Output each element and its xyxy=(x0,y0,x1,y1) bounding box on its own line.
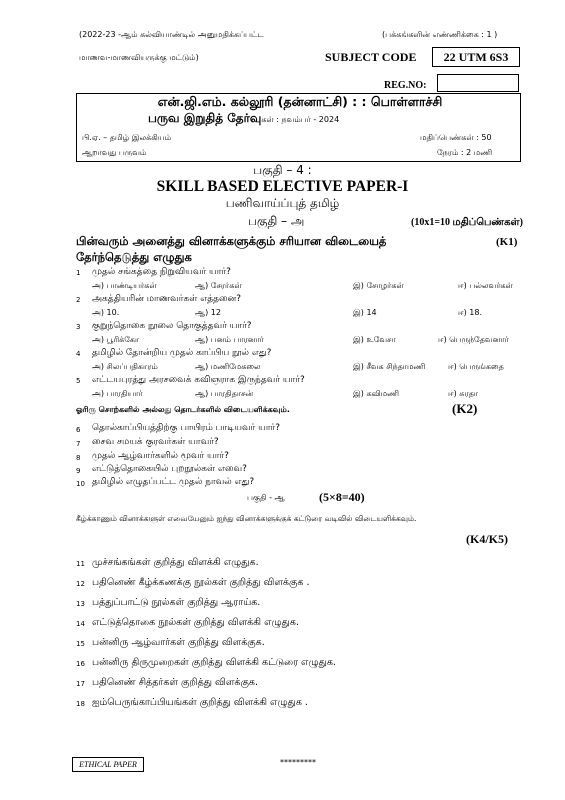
essay-question: பன்னிரு திருமுறைகள் குறித்து விளக்கி கட்டுரை எழுதுக. xyxy=(92,657,336,668)
question-number: 13 xyxy=(76,600,85,608)
mcq-option: ஆ) 12 xyxy=(195,308,221,317)
question-number: 14 xyxy=(76,620,85,628)
mcq-number: 4 xyxy=(76,350,81,358)
exam-time: நேரம் : 2 மணி xyxy=(437,148,493,157)
subject-code: 22 UTM 6S3 xyxy=(443,50,509,64)
mcq-option: அ) பாரதியார் xyxy=(92,389,143,398)
mcq-option: இ) சீவக சிந்தாமணி xyxy=(353,362,426,371)
mcq-option: ஆ) பாரதிதாசன் xyxy=(195,389,254,398)
question-number: 17 xyxy=(76,680,85,688)
mcq-question: தமிழில் தோன்றிய முதல் காப்பிய நூல் எது? xyxy=(92,348,272,358)
essay-question: பதினெண் கீழ்க்கணக்கு நூல்கள் குறித்து விளக்குக . xyxy=(92,577,310,588)
exam-title xyxy=(148,111,339,127)
regno-label: REG.NO: xyxy=(384,80,427,91)
mcq-number: 3 xyxy=(76,323,81,331)
question-number: 10 xyxy=(76,480,85,488)
mcq-question: எட்டயபுரத்து அரசவைக் கவிஞராக இருந்தவர் யார்? xyxy=(92,375,305,385)
short-answer-level: (K2) xyxy=(452,401,478,416)
mcq-option: ஈ) சுரதா xyxy=(448,389,479,398)
question-number: 16 xyxy=(76,660,85,668)
batch-note: (2022-23 -ஆம் கல்வியாண்டில் அனுமதிக்கப்பட்ட xyxy=(79,30,264,39)
essay-question: எட்டுத்தொகை நூல்கள் குறித்து விளக்கி எழுதுக. xyxy=(92,617,299,628)
mcq-question: குறுந்தொகை நூலை தொகுத்தவர் யார்? xyxy=(92,321,252,331)
regno-box xyxy=(437,74,519,92)
exam-suffix: கள் : நவம்பர் - 2024 xyxy=(261,115,340,124)
paper-subtitle: பணிவாய்ப்புத் தமிழ் xyxy=(225,196,340,210)
paper-title: SKILL BASED ELECTIVE PAPER-I xyxy=(156,178,409,195)
part-a-label: பகுதி – அ xyxy=(248,214,305,228)
short-answer-instruction: ஓரிரு சொற்களில் அல்லது தொடர்களில் விடையளிக்கவும். xyxy=(76,405,290,414)
essay-question: முச்சங்கங்கள் குறித்து விளக்கி எழுதுக. xyxy=(92,557,259,568)
essay-question: பதினெண் சித்தர்கள் குறித்து விளக்குக. xyxy=(92,677,258,688)
ethical-paper-label: ETHICAL PAPER xyxy=(79,760,137,769)
mcq-option: ஈ) பல்லவர்கள் xyxy=(458,281,513,290)
essay-question: ஐம்பெருங்காப்பியங்கள் குறித்து விளக்கி எழுதுக . xyxy=(92,697,308,708)
mcq-option: இ) 14 xyxy=(353,308,377,317)
short-question: எட்டுத்தொகையில் புறநூல்கள் எவை? xyxy=(92,464,247,474)
exam-main: பருவ இறுதித் தேர்வு xyxy=(148,111,262,125)
question-number: 15 xyxy=(76,640,85,648)
mcq-option: ஆ) பனம் பாரனார் xyxy=(195,335,264,344)
part-a-instruction-2: தேர்ந்தெடுத்து எழுதுக xyxy=(76,250,192,264)
semester: ஆறாவது பருவம் xyxy=(82,148,147,157)
mcq-number: 2 xyxy=(76,296,81,304)
mcq-option: அ) 10. xyxy=(92,308,120,317)
short-question: முதல் ஆழ்வார்களில் மூவர் யார்? xyxy=(92,451,229,461)
pages-note: (பக்கங்களின் எண்ணிக்கை : 1 ) xyxy=(382,30,498,39)
mcq-option: இ) கவிமணி xyxy=(353,389,399,398)
mcq-option: இ) உவேசா xyxy=(353,335,396,344)
mcq-number: 1 xyxy=(76,269,81,277)
question-number: 7 xyxy=(76,440,81,448)
mcq-option: ஈ) 18. xyxy=(458,308,483,317)
mcq-option: அ) பூரிக்கோ xyxy=(92,335,140,344)
short-question: சைவ சமயக் குரவர்கள் யாவர்? xyxy=(92,437,219,447)
mcq-option: ஈ) பெருங்கதை xyxy=(448,362,504,371)
question-number: 8 xyxy=(76,454,81,462)
mcq-option: அ) பாண்டியர்கள் xyxy=(92,281,157,290)
mcq-option: ஆ) மணிமேகலை xyxy=(195,362,261,371)
max-marks: மதிப்பெண்கள் : 50 xyxy=(420,133,492,142)
essay-question: பன்னிரு ஆழ்வார்கள் குறித்து விளக்குக. xyxy=(92,637,265,648)
part-b-marks: (5×8=40) xyxy=(319,490,365,504)
course: பி.ஏ. – தமிழ் இலக்கியம் xyxy=(82,133,172,142)
question-number: 12 xyxy=(76,580,85,588)
part-a-marks: (10x1=10 மதிப்பெண்கள்) xyxy=(411,217,523,228)
question-number: 6 xyxy=(76,426,81,434)
end-marker: ********* xyxy=(280,758,316,767)
students-note: மாணவ-மாணவியருக்கு மட்டும்) xyxy=(79,53,199,62)
part-a-level: (K1) xyxy=(496,236,518,248)
mcq-option: அ) சிலப்பதிகாரம் xyxy=(92,362,158,371)
subject-code-label: SUBJECT CODE xyxy=(325,50,417,64)
mcq-number: 5 xyxy=(76,377,81,385)
subject-code-box xyxy=(432,47,520,67)
short-question: தமிழில் எழுதப்பட்ட முதல் நாவல் எது? xyxy=(92,477,255,487)
college-name: என்.ஜி.எம். கல்லூரி (தன்னாட்சி) : : பொள்ளாச்சி xyxy=(157,94,443,109)
mcq-option: இ) சோழர்கள் xyxy=(353,281,404,290)
part-b-label: பகுதி - ஆ xyxy=(247,493,285,502)
mcq-option: ஆ) சேரர்கள் xyxy=(195,281,242,290)
mcq-option: ஈ) பெருந்தேவனார் xyxy=(438,335,509,344)
ethical-paper-box xyxy=(72,757,144,772)
question-number: 9 xyxy=(76,467,81,475)
part-b-instruction: கீழ்க்காணும் வினாக்களுள் எவையேனும் ஐந்து வினாக்களுக்குக் கட்டுரை வடிவில் விடையளிக்கவும். xyxy=(76,514,417,523)
short-question: தொல்காப்பியத்திற்கு பாயிரம் பாடியவர் யார்? xyxy=(92,423,281,433)
essay-question: பத்துப்பாட்டு நூல்கள் குறித்து ஆராய்க. xyxy=(92,597,261,608)
question-number: 18 xyxy=(76,700,85,708)
mcq-question: அகத்தியரின் மாணவர்கள் எத்தனை? xyxy=(92,294,241,304)
part-b-level: (K4/K5) xyxy=(466,532,508,546)
section-part4: பகுதி – 4 : xyxy=(253,163,312,177)
part-a-instruction-1: பின்வரும் அனைத்து வினாக்களுக்கும் சரியான விடையைத் xyxy=(76,234,387,248)
mcq-question: முதல் சங்கத்தை நிறுவியவர் யார்? xyxy=(92,267,231,277)
question-number: 11 xyxy=(76,560,85,568)
